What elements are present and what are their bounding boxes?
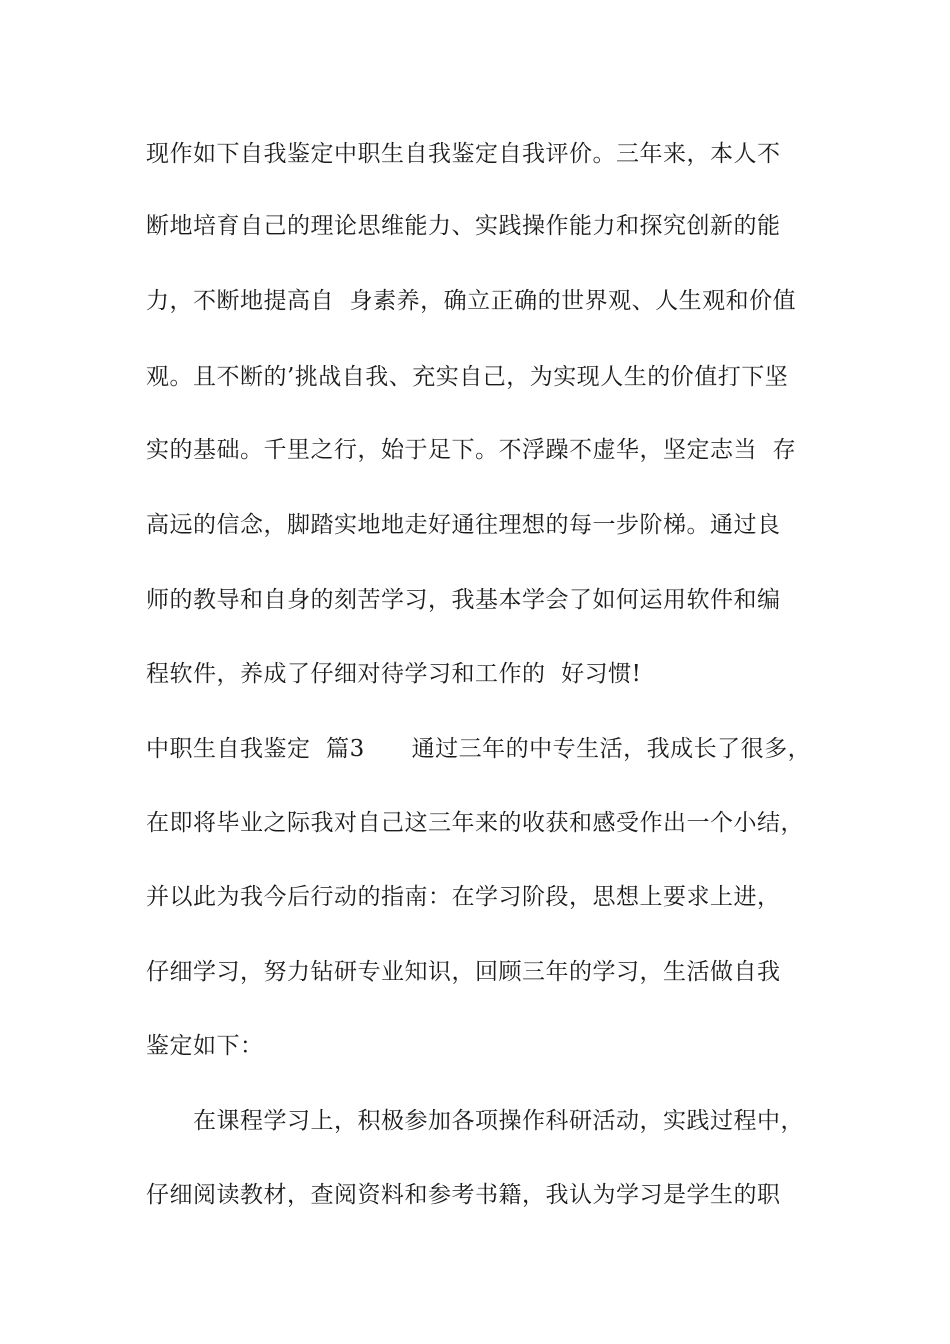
text-line: 力，不断地提高自 身素养，确立正确的世界观、人生观和价值: [146, 288, 797, 314]
text-line: 高远的信念，脚踏实地地走好通往理想的每一步阶梯。通过良: [146, 512, 781, 538]
text-line: 仔细阅读教材，查阅资料和参考书籍，我认为学习是学生的职: [146, 1182, 781, 1208]
text-line: 实的基础。千里之行，始于足下。不浮躁不虚华，坚定志当 存: [146, 437, 797, 463]
text-line: 鉴定如下：: [146, 1033, 264, 1059]
text-line: 并以此为我今后行动的指南：在学习阶段，思想上要求上进，: [146, 884, 781, 910]
text-line: 程软件，养成了仔细对待学习和工作的 好习惯!: [146, 661, 642, 687]
text-line: 师的教导和自身的刻苦学习，我基本学会了如何运用软件和编: [146, 587, 781, 613]
text-line: 仔细学习，努力钻研专业知识，回顾三年的学习，生活做自我: [146, 959, 781, 985]
text-line: 观。且不断的’挑战自我、充实自己，为实现人生的价值打下坚: [146, 364, 789, 390]
text-line: 现作如下自我鉴定中职生自我鉴定自我评价。三年来，本人不: [146, 141, 781, 167]
text-line: 在即将毕业之际我对自己这三年来的收获和感受作出一个小结，: [146, 810, 804, 836]
text-line: 断地培育自己的理论思维能力、实践操作能力和探究创新的能: [146, 213, 781, 239]
section-heading-line: 中职生自我鉴定 篇3 通过三年的中专生活，我成长了很多，: [146, 736, 812, 762]
paragraph-start-line: 在课程学习上，积极参加各项操作科研活动，实践过程中，: [193, 1108, 804, 1134]
